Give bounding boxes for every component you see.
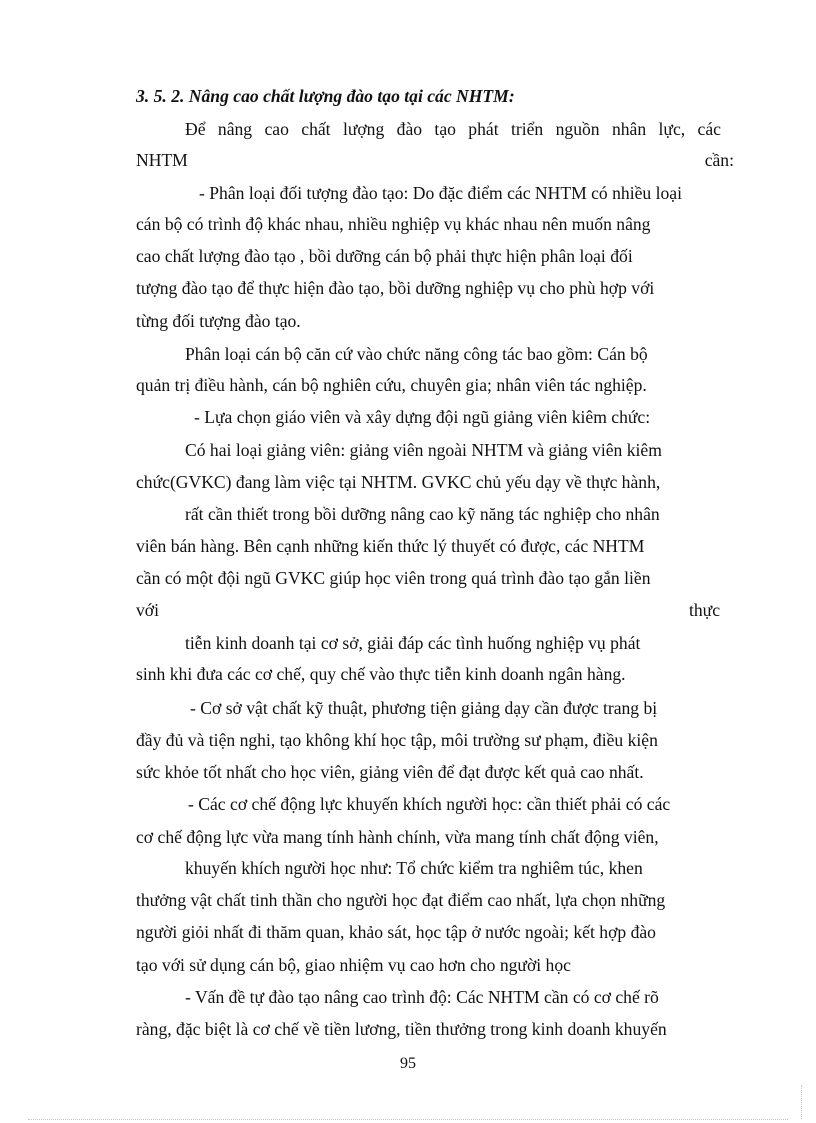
- paragraph-line: thưởng vật chất tinh thần cho người học đạt điểm cao nhất, lựa chọn những: [136, 890, 666, 910]
- paragraph-line: - Các cơ chế động lực khuyến khích người học: cần thiết phải có các: [188, 794, 671, 814]
- line-word: cần:: [704, 150, 734, 170]
- paragraph-line: [136, 599, 720, 621]
- line-word: thực: [688, 600, 720, 620]
- paragraph-line: - Phân loại đối tượng đào tạo: Do đặc điểm các NHTM có nhiều loại: [199, 183, 682, 203]
- paragraph-line: cán bộ có trình độ khác nhau, nhiều nghiệp vụ khác nhau nên muốn nâng: [136, 214, 651, 234]
- paragraph-line: viên bán hàng. Bên cạnh những kiến thức lý thuyết có được, các NHTM: [136, 536, 645, 556]
- paragraph-line: đầy đủ và tiện nghi, tạo không khí học tập, môi trường sư phạm, điều kiện: [136, 730, 658, 750]
- paragraph-line: tiễn kinh doanh tại cơ sở, giải đáp các tình huống nghiệp vụ phát: [185, 633, 641, 653]
- section-heading: 3. 5. 2. Nâng cao chất lượng đào tạo tại các NHTM:: [136, 86, 515, 106]
- paragraph-line: quản trị điều hành, cán bộ nghiên cứu, chuyên gia; nhân viên tác nghiệp.: [136, 375, 647, 395]
- paragraph-line: từng đối tượng đào tạo.: [136, 311, 301, 331]
- paragraph-line: cơ chế động lực vừa mang tính hành chính, vừa mang tính chất động viên,: [136, 827, 659, 847]
- paragraph-line: tượng đào tạo để thực hiện đào tạo, bồi dưỡng nghiệp vụ cho phù hợp với: [136, 278, 655, 298]
- paragraph-line: khuyến khích người học như: Tổ chức kiểm tra nghiêm túc, khen: [185, 858, 643, 878]
- paragraph-line: sinh khi đưa các cơ chế, quy chế vào thực tiễn kinh doanh ngân hàng.: [136, 664, 626, 684]
- paragraph-line: ràng, đặc biệt là cơ chế về tiền lương, tiền thưởng trong kinh doanh khuyến: [136, 1019, 667, 1039]
- paragraph-line: tạo với sử dụng cán bộ, giao nhiệm vụ cao hơn cho người học: [136, 955, 571, 975]
- paragraph-line: Để nâng cao chất lượng đào tạo phát triển nguồn nhân lực, các: [185, 119, 721, 139]
- line-word: với: [136, 600, 159, 620]
- paragraph-line: - Vấn đề tự đào tạo nâng cao trình độ: Các NHTM cần có cơ chế rõ: [185, 987, 659, 1007]
- paragraph-line: - Lựa chọn giáo viên và xây dựng đội ngũ giảng viên kiêm chức:: [194, 407, 651, 427]
- paragraph-line: rất cần thiết trong bồi dưỡng nâng cao kỹ năng tác nghiệp cho nhân: [185, 504, 660, 524]
- paragraph-line: sức khỏe tốt nhất cho học viên, giảng viên để đạt được kết quả cao nhất.: [136, 762, 644, 782]
- paragraph-line: chức(GVKC) đang làm việc tại NHTM. GVKC chủ yếu dạy về thực hành,: [136, 472, 661, 492]
- page-border-bottom: [28, 1119, 788, 1120]
- paragraph-line: cần có một đội ngũ GVKC giúp học viên trong quá trình đào tạo gắn liền: [136, 568, 651, 588]
- page-border-right: [801, 1085, 802, 1119]
- paragraph-line: - Cơ sở vật chất kỹ thuật, phương tiện giảng dạy cần được trang bị: [190, 698, 658, 718]
- paragraph-line: [136, 149, 734, 171]
- paragraph-line: người giỏi nhất đi thăm quan, khảo sát, học tập ở nước ngoài; kết hợp đào: [136, 922, 656, 942]
- line-word: NHTM: [136, 150, 188, 170]
- paragraph-line: cao chất lượng đào tạo , bồi dưỡng cán bộ phải thực hiện phân loại đối: [136, 246, 633, 266]
- page-number: 95: [400, 1055, 416, 1072]
- paragraph-line: Phân loại cán bộ căn cứ vào chức năng công tác bao gồm: Cán bộ: [185, 344, 648, 364]
- paragraph-line: Có hai loại giảng viên: giảng viên ngoài NHTM và giảng viên kiêm: [185, 440, 662, 460]
